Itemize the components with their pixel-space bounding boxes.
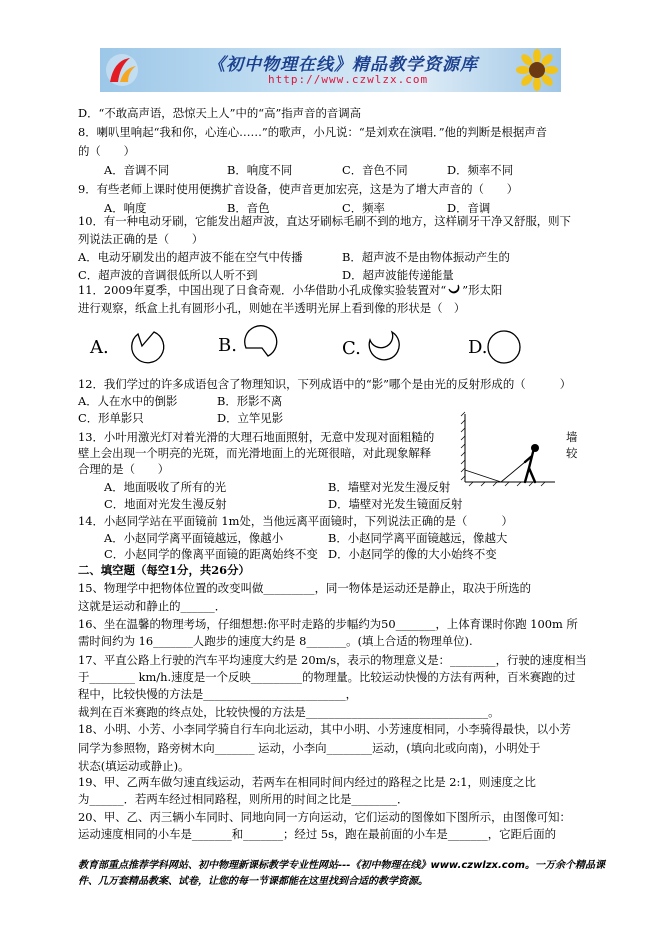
- q19-stem: 19、甲、乙两车做匀速直线运动，若两车在相同时间内经过的路程之比是 2:1，则速度之比: [78, 775, 536, 789]
- q19-stem-cont: 为______．若两车经过相同路程，则所用的时间之比是________．: [78, 792, 409, 806]
- q14-stem: 14．小赵同学站在平面镜前 1m处，当他远离平面镜时，下列说法正确的是（ ）: [78, 514, 513, 528]
- q12-option-a: A．人在水中的倒影: [78, 394, 178, 408]
- q11-stem: [78, 283, 502, 298]
- q11-shape-c: [369, 332, 399, 360]
- q13-option-c: C．地面对光发生漫反射: [104, 497, 227, 511]
- q10-option-d: D．超声波能传递能量: [342, 268, 454, 282]
- q12-option-c: C．形单影只: [78, 411, 144, 425]
- banner-title: 《初中物理在线》精品教学资源库: [208, 55, 478, 75]
- q17-stem-cont2: 程中，比较快慢的方法是_________________________，: [78, 687, 358, 701]
- q11-label-b: B.: [218, 335, 237, 356]
- q14-option-b: B．小赵同学离平面镜越远，像越大: [328, 531, 508, 545]
- q11-stem-cont: 进行观察，纸盒上扎有圆形小孔，则她在半透明光屏上看到像的形状是（ ）: [78, 301, 466, 315]
- q13-laser-figure: [455, 410, 560, 492]
- q11-label-d: D.: [468, 337, 488, 358]
- q11-shape-a: [132, 332, 164, 363]
- q9-option-a: A．响度: [104, 201, 147, 215]
- q11-label-a: A.: [90, 337, 109, 358]
- q20-stem: 20、甲、乙、丙三辆小车同时、同地向同一方向运动，它们运动的图像如下图所示，由图像可知：: [78, 810, 571, 824]
- q11-shape-b: [245, 326, 277, 356]
- footer-line-1: 教育部重点推荐学科网站、初中物理新课标教学专业性网站---《初中物理在线》www.czwlzx.com。一万余个精品课: [78, 860, 606, 871]
- q20-stem-cont: 运动速度相同的小车是_______和_______；经过 5s，跑在最前面的小车是_______，它距后面的: [78, 827, 557, 841]
- q9-stem: 9．有些老师上课时使用便携扩音设备，使声音更加宏亮，这是为了增大声音的（ ）: [78, 182, 519, 196]
- q14-option-d: D．小赵同学的像的大小始终不变: [328, 547, 497, 561]
- q13-stem-cont-end: 较: [566, 446, 578, 460]
- sunflower-icon: [515, 48, 559, 92]
- q12-stem: 12．我们学过的许多成语包含了物理知识，下列成语中的“影”哪个是由光的反射形成的（ ）: [78, 377, 572, 391]
- q16-stem-cont: 需时间约为 16_______人跑步的速度大约是 8_______。(填上合适的物理单位).: [78, 634, 473, 648]
- q16-stem: 16、坐在温馨的物理考场，仔细想想:你平时走路的步幅约为50_______，上体育课时你跑 100m 所: [78, 617, 578, 631]
- q13-option-d: D．墙壁对光发生镜面反射: [328, 497, 463, 511]
- q12-option-b: B．形影不离: [217, 394, 283, 408]
- q13-stem: 13．小叶用激光灯对着光滑的大理石地面照射，无意中发现对面粗糙的: [78, 430, 435, 444]
- q13-option-b: B．墙壁对光发生漫反射: [328, 480, 451, 494]
- q13-stem-cont: 壁上会出现一个明亮的光斑，而光滑地面上的光斑很暗，对此现象解释: [78, 446, 432, 460]
- q7-option-d: D．“不敢高声语，恐惊天上人”中的“高”指声音的音调高: [78, 106, 362, 120]
- q13-stem-cont2: 合理的是（ ）: [78, 462, 170, 476]
- q9-option-d: D．音调: [447, 201, 491, 215]
- q17-stem: 17、平直公路上行驶的汽车平均速度大约是 20m/s，表示的物理意义是：________，行驶的速度相当: [78, 653, 587, 667]
- q12-option-d: D．立竿见影: [217, 411, 284, 425]
- q18-stem-cont: 同学为参照物，路旁树木向_______ 运动，小李向________运动，(填向北或向南)，小明处于: [78, 741, 541, 755]
- header-banner: [100, 48, 561, 92]
- q18-stem-cont2: 状态(填运动或静止)。: [78, 759, 190, 773]
- q10-option-c: C．超声波的音调很低所以人听不到: [78, 268, 258, 282]
- q10-stem-cont: 列说法正确的是（ ）: [78, 232, 204, 246]
- q10-option-b: B．超声波不是由物体振动产生的: [342, 250, 510, 264]
- q11-figure: [80, 320, 550, 372]
- section-heading-fill-in: 二、填空题（每空1分，共26分）: [78, 563, 250, 577]
- crescent-sun-icon: [446, 283, 462, 295]
- q9-option-c: C．频率: [342, 201, 385, 215]
- q8-option-c: C．音色不同: [342, 163, 408, 177]
- q18-stem: 18、小明、小芳、小李同学骑自行车向北运动，其中小明、小芳速度相同，小李骑得最快，以小芳: [78, 722, 571, 736]
- q8-stem-cont: 的（ ）: [78, 144, 135, 158]
- q11-label-c: C.: [342, 338, 361, 359]
- q14-option-a: A．小赵同学离平面镜越远，像越小: [104, 531, 284, 545]
- q8-option-b: B．响度不同: [227, 163, 293, 177]
- q10-stem: 10．有一种电动牙刷，它能发出超声波，直达牙刷标毛刷不到的地方，这样刷牙干净又舒服，则下: [78, 214, 571, 228]
- q17-stem-cont3: 裁判在百米赛跑的终点处，比较快慢的方法是________________________________。: [78, 705, 500, 719]
- site-logo-icon: [104, 52, 140, 88]
- q15-stem-cont: 这就是运动和静止的______．: [78, 599, 227, 613]
- q14-option-c: C．小赵同学的像离平面镜的距离始终不变: [104, 547, 318, 561]
- q9-option-b: B．音色: [227, 201, 270, 215]
- q8-option-d: D．频率不同: [447, 163, 514, 177]
- q13-option-a: A．地面吸收了所有的光: [104, 480, 227, 494]
- footer-line-2: 件、几万套精品教案、试卷，让您的每一节课都能在这里找到合适的教学资源。: [78, 876, 428, 887]
- q8-stem: 8．喇叭里响起“我和你，心连心……”的歌声，小凡说：“是刘欢在演唱．”他的判断是根据声音: [78, 125, 548, 139]
- q11-stem-text: 11．2009年夏季，中国出现了日食奇观．小华借助小孔成像实验装置对“: [78, 283, 447, 297]
- q11-stem-end: ”形太阳: [462, 283, 503, 297]
- q10-option-a: A．电动牙刷发出的超声波不能在空气中传播: [78, 250, 303, 264]
- q13-stem-end: 墙: [566, 430, 578, 444]
- q8-option-a: A．音调不同: [104, 163, 170, 177]
- q11-shape-d: [488, 331, 520, 363]
- banner-url[interactable]: http://www.czwlzx.com: [268, 73, 429, 86]
- q15-stem: 15、物理学中把物体位置的改变叫做_________，同一物体是运动还是静止，取决于所选的: [78, 581, 532, 595]
- q17-stem-cont: 于________ km/h.速度是一个反映_________的物理量。比较运动快慢的方法有两种，百米赛跑的过: [78, 670, 576, 684]
